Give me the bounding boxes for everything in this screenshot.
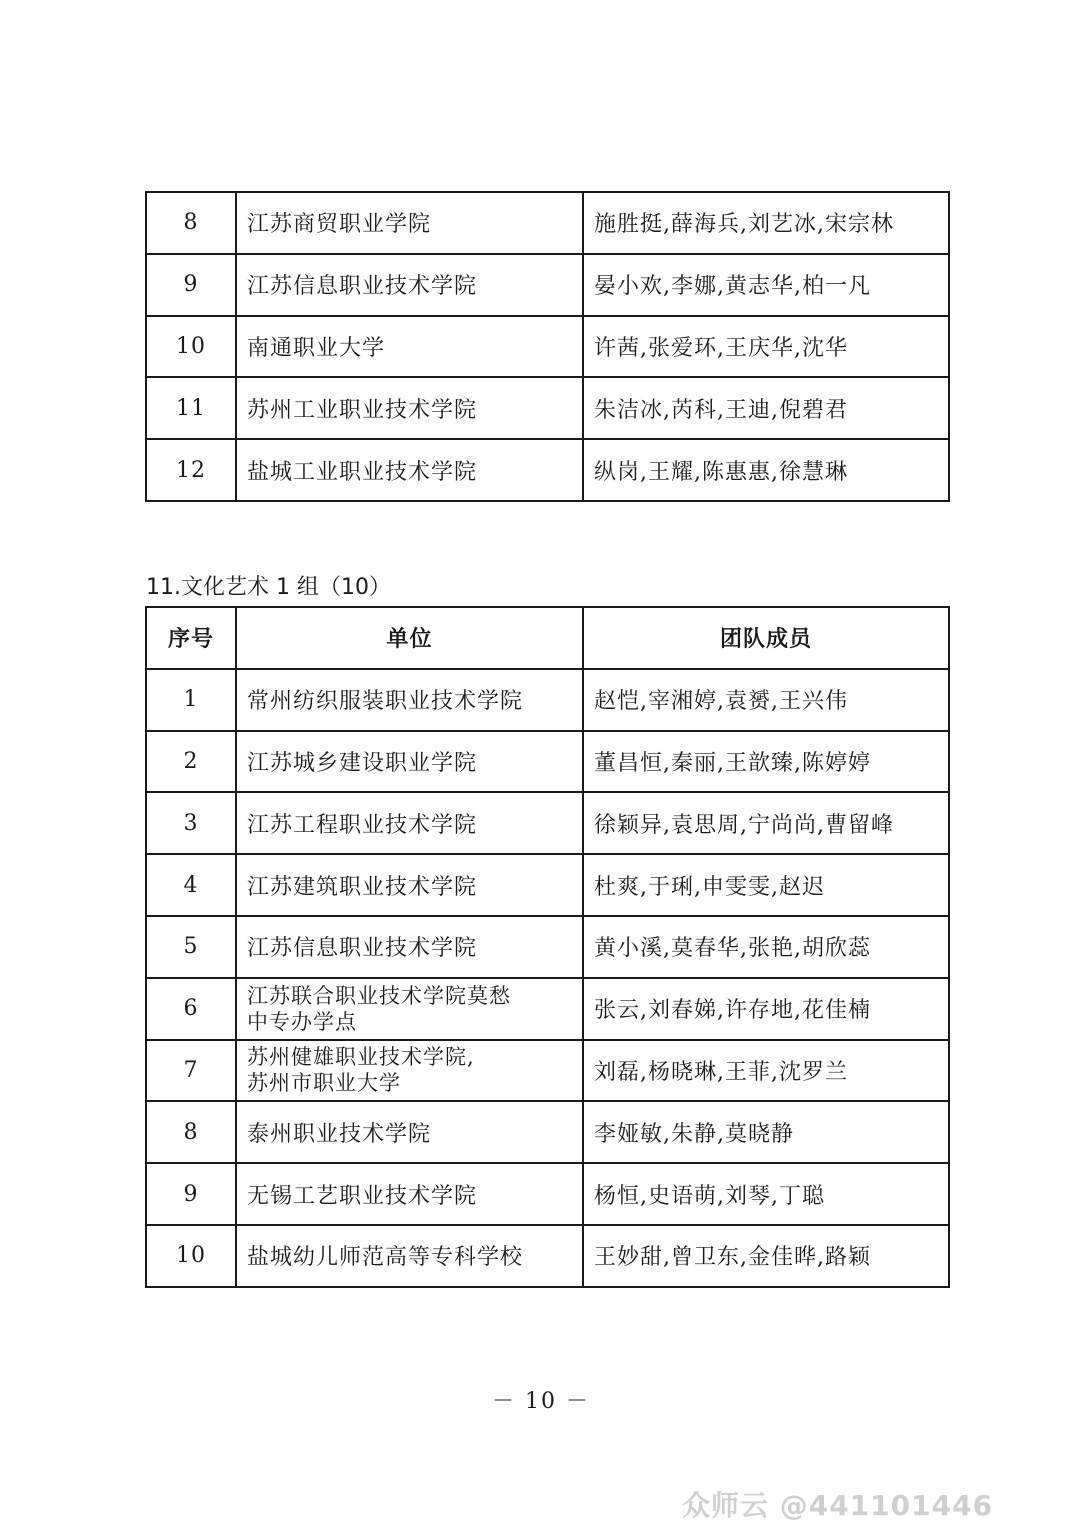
header-unit: 单位 bbox=[236, 607, 583, 669]
section-heading: 11.文化艺术 1 组（10） bbox=[146, 575, 391, 600]
unit-name bbox=[236, 978, 583, 1040]
team-members: 赵恺,宰湘婷,袁赟,王兴伟 bbox=[583, 669, 949, 731]
team-members: 晏小欢,李娜,黄志华,柏一凡 bbox=[583, 254, 949, 316]
unit-name: 盐城工业职业技术学院 bbox=[236, 439, 583, 501]
unit-name bbox=[236, 1040, 583, 1102]
row-number: 3 bbox=[146, 792, 236, 854]
table-row bbox=[146, 1101, 949, 1163]
team-members: 施胜挺,薛海兵,刘艺冰,宋宗林 bbox=[583, 192, 949, 254]
table-row bbox=[146, 254, 949, 316]
unit-name-line-2: 苏州市职业大学 bbox=[247, 1071, 401, 1096]
unit-name: 江苏商贸职业学院 bbox=[236, 192, 583, 254]
team-members: 黄小溪,莫春华,张艳,胡欣蕊 bbox=[583, 916, 949, 978]
row-number: 11 bbox=[146, 377, 236, 439]
unit-name: 无锡工艺职业技术学院 bbox=[236, 1163, 583, 1225]
watermark: 众师云 @441101446 bbox=[682, 1489, 994, 1522]
table-row bbox=[146, 316, 949, 378]
row-number: 12 bbox=[146, 439, 236, 501]
unit-name: 南通职业大学 bbox=[236, 316, 583, 378]
table-row bbox=[146, 377, 949, 439]
row-number: 1 bbox=[146, 669, 236, 731]
team-members: 刘磊,杨晓琳,王菲,沈罗兰 bbox=[583, 1040, 949, 1102]
team-table-continued bbox=[145, 191, 950, 502]
table-row bbox=[146, 439, 949, 501]
unit-name: 江苏信息职业技术学院 bbox=[236, 916, 583, 978]
table-row bbox=[146, 854, 949, 916]
unit-name: 泰州职业技术学院 bbox=[236, 1101, 583, 1163]
row-number: 10 bbox=[146, 1225, 236, 1287]
unit-name: 盐城幼儿师范高等专科学校 bbox=[236, 1225, 583, 1287]
team-members: 徐颖异,袁思周,宁尚尚,曹留峰 bbox=[583, 792, 949, 854]
team-members: 李娅敏,朱静,莫晓静 bbox=[583, 1101, 949, 1163]
unit-name: 江苏城乡建设职业学院 bbox=[236, 731, 583, 793]
row-number: 6 bbox=[146, 978, 236, 1040]
row-number: 8 bbox=[146, 1101, 236, 1163]
row-number: 2 bbox=[146, 731, 236, 793]
header-members: 团队成员 bbox=[583, 607, 949, 669]
row-number: 4 bbox=[146, 854, 236, 916]
row-number: 9 bbox=[146, 1163, 236, 1225]
page-number: － 10 － bbox=[492, 1389, 590, 1414]
team-members: 王妙甜,曾卫东,金佳晔,路颖 bbox=[583, 1225, 949, 1287]
table-row bbox=[146, 731, 949, 793]
team-members: 杜爽,于琍,申雯雯,赵迟 bbox=[583, 854, 949, 916]
row-number: 5 bbox=[146, 916, 236, 978]
row-number: 9 bbox=[146, 254, 236, 316]
unit-name: 常州纺织服装职业技术学院 bbox=[236, 669, 583, 731]
row-number: 8 bbox=[146, 192, 236, 254]
row-number: 10 bbox=[146, 316, 236, 378]
table-row bbox=[146, 978, 949, 1040]
team-members: 纵岗,王耀,陈惠惠,徐慧琳 bbox=[583, 439, 949, 501]
table-row bbox=[146, 1225, 949, 1287]
team-members: 朱洁冰,芮科,王迪,倪碧君 bbox=[583, 377, 949, 439]
unit-name: 江苏信息职业技术学院 bbox=[236, 254, 583, 316]
unit-name: 江苏建筑职业技术学院 bbox=[236, 854, 583, 916]
table-row bbox=[146, 1163, 949, 1225]
table-row bbox=[146, 192, 949, 254]
team-members: 张云,刘春娣,许存地,花佳楠 bbox=[583, 978, 949, 1040]
table-row bbox=[146, 916, 949, 978]
table-row bbox=[146, 669, 949, 731]
unit-name: 江苏工程职业技术学院 bbox=[236, 792, 583, 854]
row-number: 7 bbox=[146, 1040, 236, 1102]
team-members: 董昌恒,秦丽,王歆臻,陈婷婷 bbox=[583, 731, 949, 793]
unit-name: 苏州工业职业技术学院 bbox=[236, 377, 583, 439]
culture-art-group-table bbox=[145, 606, 950, 1288]
team-members: 杨恒,史语萌,刘琴,丁聪 bbox=[583, 1163, 949, 1225]
unit-name-line-1: 苏州健雄职业技术学院, bbox=[247, 1045, 475, 1070]
table-row bbox=[146, 1040, 949, 1102]
table-header-row bbox=[146, 607, 949, 669]
table-row bbox=[146, 792, 949, 854]
header-number: 序号 bbox=[146, 607, 236, 669]
team-members: 许茜,张爱环,王庆华,沈华 bbox=[583, 316, 949, 378]
unit-name-line-2: 中专办学点 bbox=[247, 1009, 357, 1034]
unit-name-line-1: 江苏联合职业技术学院莫愁 bbox=[247, 983, 511, 1008]
